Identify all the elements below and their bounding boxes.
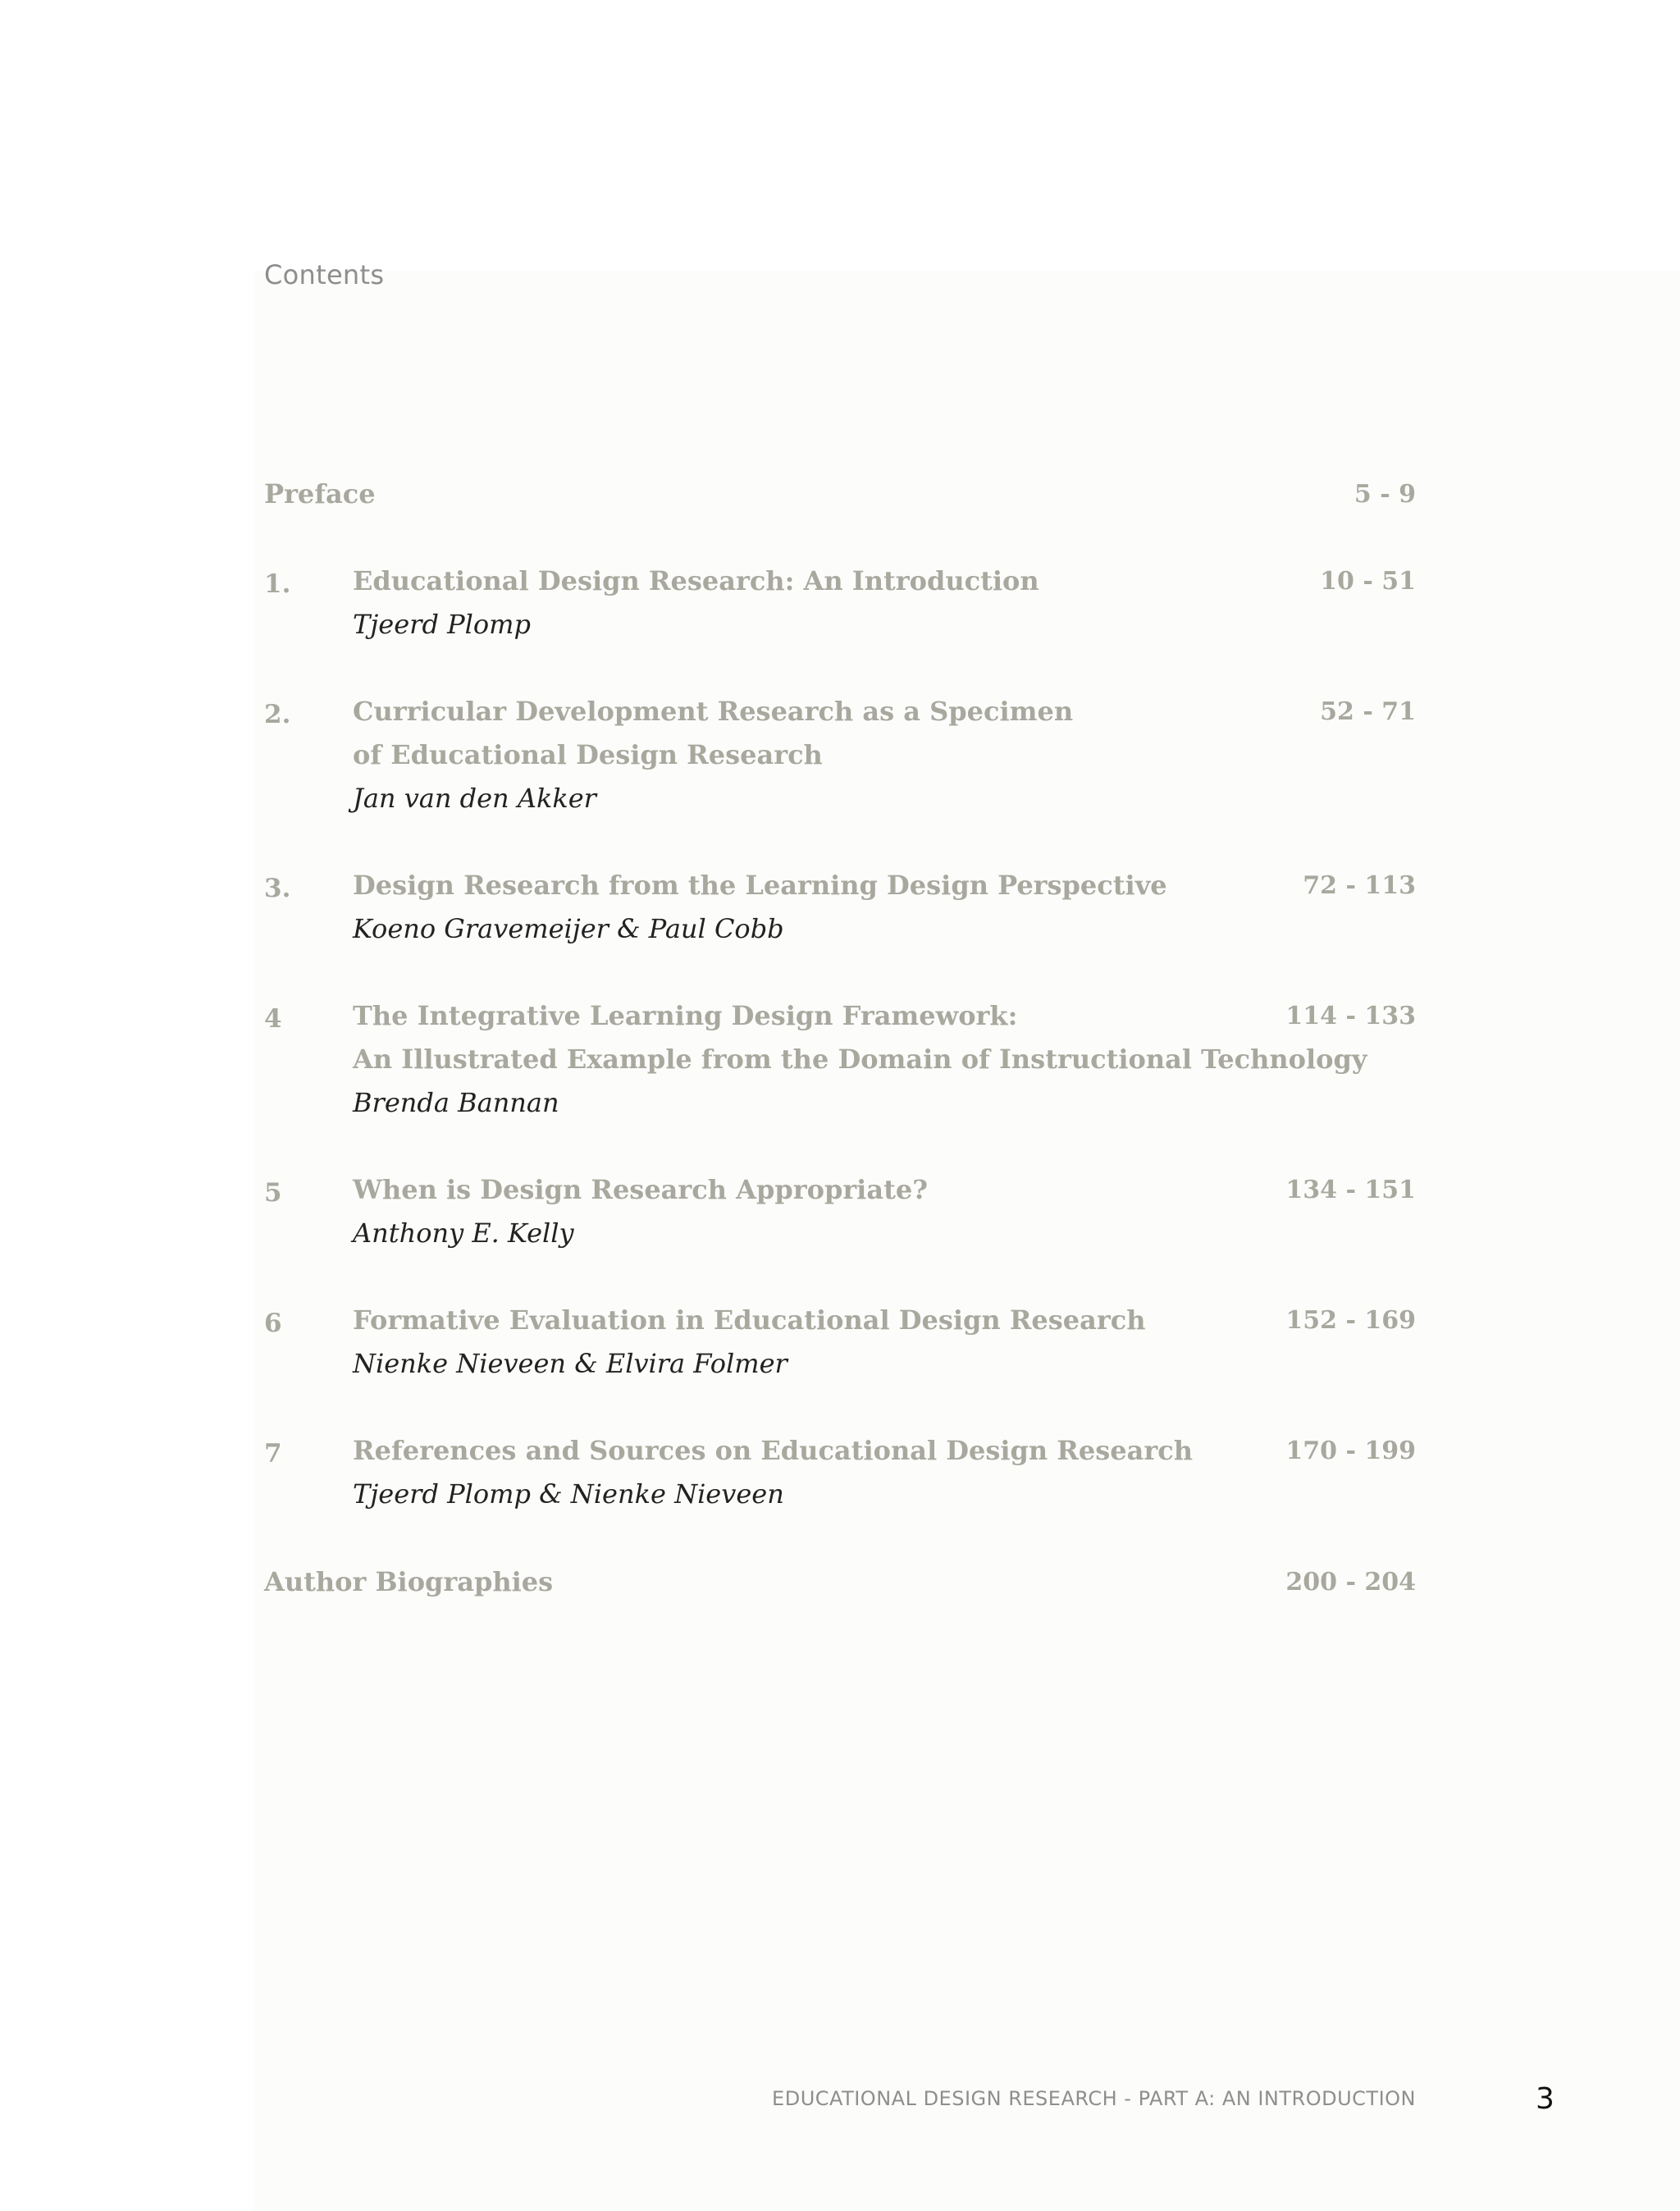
toc-entry-title: Educational Design Research: An Introduction [353, 565, 1039, 596]
toc-entry-title: Curricular Development Research as a Specimen [353, 696, 1074, 727]
toc-entry-number: 6 [264, 1309, 282, 1338]
toc-entry-title: References and Sources on Educational Design Research [353, 1435, 1193, 1466]
toc-entry-author: Tjeerd Plomp & Nienke Nieveen [353, 1478, 784, 1510]
toc-entry-number: 4 [264, 1004, 282, 1034]
toc-entry-number: 2. [264, 700, 291, 729]
toc-entry-author: Nienke Nieveen & Elvira Folmer [353, 1348, 788, 1379]
toc-entry-pages: 170 - 199 [1285, 1437, 1416, 1465]
contents-heading: Contents [264, 259, 385, 290]
toc-entry-author: Anthony E. Kelly [353, 1217, 574, 1249]
toc-entry-title: When is Design Research Appropriate? [353, 1174, 928, 1205]
toc-entry-author: Brenda Bannan [353, 1087, 559, 1118]
page-number: 3 [1536, 2082, 1554, 2116]
toc-entry-author: Tjeerd Plomp [353, 609, 531, 640]
toc-entry-number: 1. [264, 569, 291, 599]
toc-entry-number: 7 [264, 1439, 282, 1469]
toc-entry-pages: 134 - 151 [1285, 1176, 1416, 1204]
toc-entry-pages: 5 - 9 [1354, 480, 1416, 509]
toc-entry-pages: 200 - 204 [1285, 1568, 1416, 1597]
running-footer: EDUCATIONAL DESIGN RESEARCH - PART A: AN INTRODUCTION [772, 2087, 1416, 2110]
toc-entry-pages: 52 - 71 [1320, 697, 1416, 726]
toc-entry-pages: 72 - 113 [1303, 871, 1416, 900]
toc-entry-title: Author Biographies [264, 1566, 554, 1597]
toc-entry-title: The Integrative Learning Design Framework: [353, 1000, 1018, 1031]
toc-entry-pages: 10 - 51 [1320, 567, 1416, 596]
toc-entry-title: Formative Evaluation in Educational Design Research [353, 1304, 1146, 1336]
toc-entry-author: Jan van den Akker [353, 783, 596, 814]
toc-entry-title-continued: of Educational Design Research [353, 739, 823, 770]
toc-entry-pages: 152 - 169 [1285, 1306, 1416, 1335]
toc-entry-number: 3. [264, 874, 291, 903]
toc-entry-number: 5 [264, 1178, 282, 1208]
toc-entry-title: Design Research from the Learning Design Perspective [353, 870, 1167, 901]
toc-entry-pages: 114 - 133 [1285, 1002, 1416, 1030]
toc-entry-title: Preface [264, 478, 376, 509]
toc-entry-title-continued: An Illustrated Example from the Domain of Instructional Technology [353, 1044, 1367, 1075]
toc-entry-author: Koeno Gravemeijer & Paul Cobb [353, 913, 784, 944]
